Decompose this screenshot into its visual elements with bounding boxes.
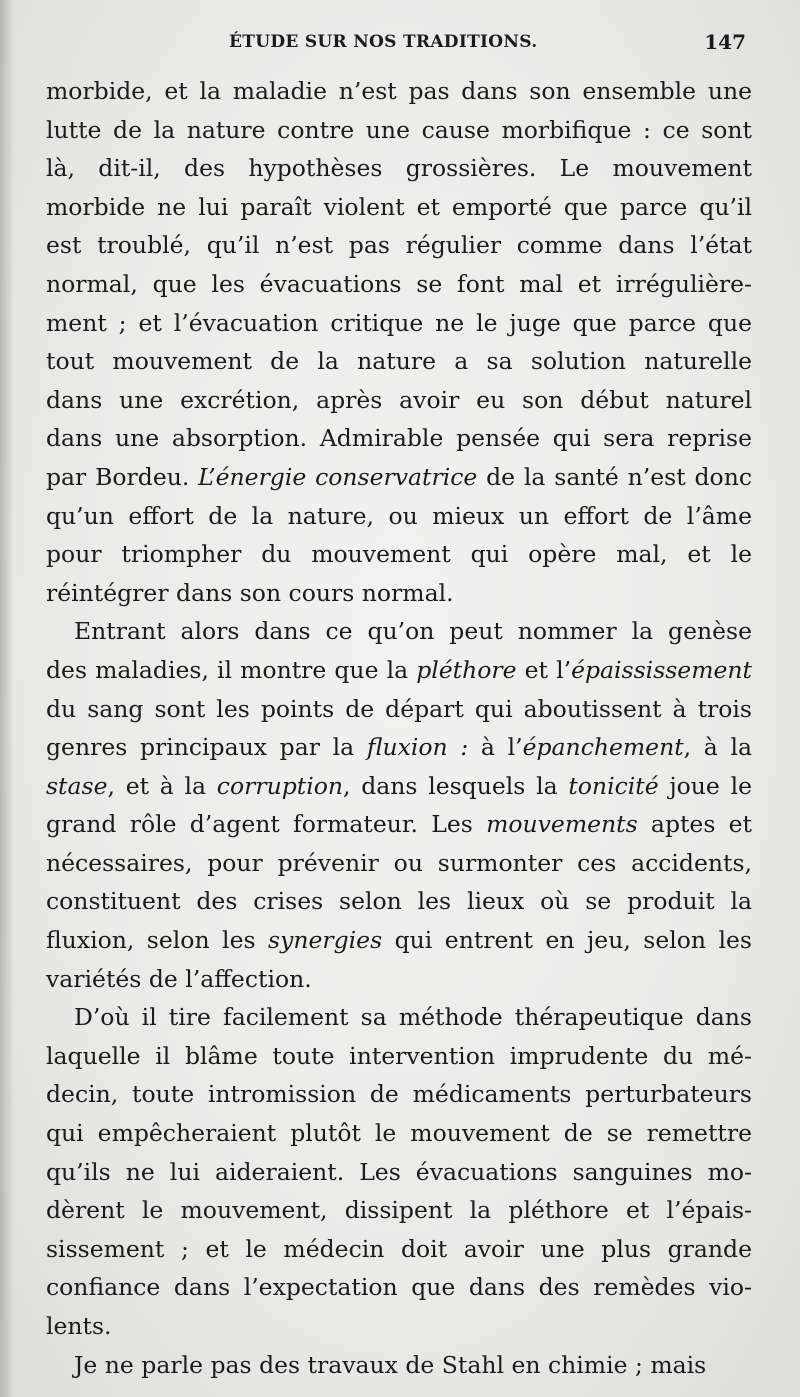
text-run: lents. <box>46 1312 112 1340</box>
text-line <box>46 1307 752 1346</box>
paragraph <box>46 998 752 1345</box>
text-line <box>46 149 752 188</box>
text-line <box>46 728 752 767</box>
text-run: normal, que les évacuations se font mal et irrégulière- <box>46 269 752 298</box>
text-line <box>46 535 752 574</box>
text-line <box>46 651 752 690</box>
text-run: constituent des crises selon les lieux où se produit la <box>46 887 752 916</box>
italic-term: synergies <box>268 926 383 955</box>
italic-term: tonicité <box>568 771 659 800</box>
paragraph <box>46 612 752 998</box>
text-run: qui entrent en jeu, selon les <box>382 926 752 955</box>
text-run: confiance dans l’expectation que dans des remèdes vio- <box>46 1273 752 1302</box>
text-line <box>46 921 752 960</box>
text-run: lutte de la nature contre une cause morbifique : ce sont <box>46 115 752 144</box>
text-line <box>46 1191 752 1230</box>
text-run: dans une absorption. Admirable pensée qui sera reprise <box>46 424 752 453</box>
text-run: , et à la <box>107 771 217 800</box>
text-line <box>46 458 752 497</box>
text-line <box>46 497 752 536</box>
text-line <box>46 612 752 651</box>
italic-term: mouvements <box>486 810 638 839</box>
text-run: morbide ne lui paraît violent et emporté que parce qu’il <box>46 192 752 221</box>
italic-term: corruption <box>216 771 343 800</box>
text-run: morbide, et la maladie n’est pas dans son ensemble une <box>46 77 752 105</box>
text-line <box>46 226 752 265</box>
italic-term: stase <box>46 771 108 800</box>
text-line <box>46 1268 752 1307</box>
text-line <box>46 188 752 227</box>
text-line <box>46 265 752 304</box>
text-run: de la santé n’est donc <box>477 462 752 491</box>
text-line <box>46 111 752 150</box>
text-run: nécessaires, pour prévenir ou surmonter ces accidents, <box>46 848 752 877</box>
text-run: par Bordeu. <box>46 462 199 491</box>
text-run: qu’un effort de la nature, ou mieux un effort de l’âme <box>46 501 752 530</box>
text-run: variétés de l’affection. <box>46 964 312 993</box>
italic-term: pléthore <box>416 655 517 684</box>
text-run: laquelle il blâme toute intervention imprudente du mé- <box>46 1041 752 1070</box>
text-run: tout mouvement de la nature a sa solution naturelle <box>46 347 752 376</box>
text-line <box>46 882 752 921</box>
text-line <box>46 1075 752 1114</box>
text-run: , à la <box>683 733 753 762</box>
text-run: pour triompher du mouvement qui opère mal, et le <box>46 540 752 569</box>
text-line <box>46 1346 752 1385</box>
text-run: dans une excrétion, après avoir eu son début naturel <box>46 385 752 414</box>
text-run: ment ; et l’évacuation critique ne le juge que parce que <box>46 308 752 337</box>
text-run: et l’ <box>516 655 572 684</box>
text-run: aptes et <box>637 810 752 839</box>
text-line <box>46 381 752 420</box>
text-line <box>46 1153 752 1192</box>
text-run: est troublé, qu’il n’est pas régulier comme dans l’état <box>46 231 752 260</box>
paragraph <box>46 1346 752 1385</box>
text-line <box>46 960 752 999</box>
text-run: réintégrer dans son cours normal. <box>46 578 454 607</box>
running-title: ÉTUDE SUR NOS TRADITIONS. <box>229 32 538 52</box>
text-line <box>46 1114 752 1153</box>
running-head <box>44 30 744 62</box>
text-run: grand rôle d’agent formateur. Les <box>46 810 487 839</box>
text-run: fluxion, selon les <box>46 926 269 955</box>
text-line <box>46 1230 752 1269</box>
text-line <box>46 72 752 111</box>
text-run: D’où il tire facilement sa méthode thérapeutique dans <box>74 1003 752 1032</box>
text-run: qui empêcheraient plutôt le mouvement de se remettre <box>46 1119 752 1148</box>
text-line <box>46 304 752 343</box>
italic-term: épaississement <box>571 655 752 684</box>
text-run: sissement ; et le médecin doit avoir une plus grande <box>46 1234 752 1263</box>
italic-term: épanchement <box>522 733 684 762</box>
text-run: decin, toute intromission de médicaments perturbateurs <box>46 1080 752 1109</box>
text-run: à l’ <box>468 733 523 762</box>
text-run: qu’ils ne lui aideraient. Les évacuations sanguines mo- <box>46 1157 752 1186</box>
text-run: Je ne parle pas des travaux de Stahl en chimie ; mais <box>74 1350 707 1379</box>
text-run: genres principaux par la <box>46 733 367 762</box>
text-line <box>46 342 752 381</box>
text-run: là, dit-il, des hypothèses grossières. Le mouvement <box>46 154 752 183</box>
body-text <box>46 72 752 1384</box>
text-line <box>46 998 752 1037</box>
text-line <box>46 1037 752 1076</box>
text-run: des maladies, il montre que la <box>46 655 417 684</box>
text-line <box>46 574 752 613</box>
text-line <box>46 805 752 844</box>
text-run: , dans lesquels la <box>343 771 569 800</box>
text-run: dèrent le mouvement, dissipent la pléthore et l’épais- <box>46 1196 752 1225</box>
scan-shadow-edge <box>0 0 14 1397</box>
text-line <box>46 690 752 729</box>
italic-term: L’énergie conservatrice <box>198 462 478 491</box>
text-line <box>46 767 752 806</box>
text-line <box>46 844 752 883</box>
italic-term: fluxion : <box>366 733 469 762</box>
text-run: du sang sont les points de départ qui aboutissent à trois <box>46 694 752 723</box>
text-run: Entrant alors dans ce qu’on peut nommer la genèse <box>74 617 752 646</box>
paragraph <box>46 72 752 612</box>
text-run: joue le <box>658 771 752 800</box>
text-line <box>46 419 752 458</box>
page-number: 147 <box>704 30 746 54</box>
